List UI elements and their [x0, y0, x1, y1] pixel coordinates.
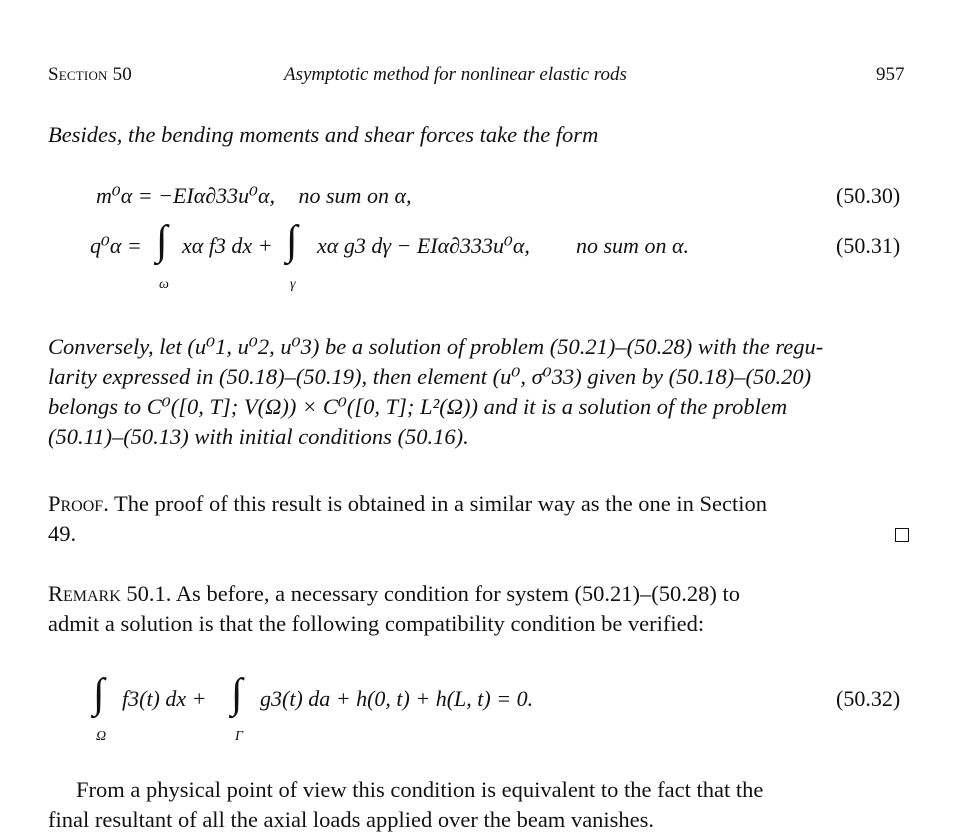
- integral-sign-Omega: ∫: [93, 671, 105, 717]
- integral-subscript-Omega: Ω: [96, 729, 107, 744]
- qed-box-icon: [895, 528, 909, 542]
- page-number: 957: [876, 64, 905, 85]
- section-label: Section 50: [48, 64, 132, 85]
- converse-line-3: belongs to C⁰([0, T]; V(Ω)) × C⁰([0, T]; L²(Ω)) and it is a solution of the problem: [48, 394, 788, 419]
- closing-line-1: From a physical point of view this condition is equivalent to the fact that the: [76, 777, 764, 802]
- proof-line-2: 49.: [48, 521, 77, 546]
- equation-50-30-number: (50.30): [836, 183, 901, 208]
- integral-sign-Gamma: ∫: [231, 671, 243, 717]
- equation-50-32-term2: g3(t) da + h(0, t) + h(L, t) = 0.: [260, 686, 534, 711]
- proof-line-1: The proof of this result is obtained in a similar way as the one in Section: [114, 491, 768, 516]
- equation-50-31-note: no sum on α.: [576, 233, 689, 258]
- running-title: Asymptotic method for nonlinear elastic rods: [284, 64, 627, 85]
- remark-label: Remark: [48, 581, 121, 606]
- proof-label: Proof.: [48, 491, 109, 516]
- integral-subscript-gamma: γ: [290, 277, 296, 292]
- remark-line-2: admit a solution is that the following compatibility condition be verified:: [48, 611, 705, 636]
- equation-50-32-term1: f3(t) dx +: [122, 686, 207, 711]
- remark-paragraph: [48, 579, 912, 639]
- integral-sign-gamma: ∫: [286, 218, 298, 264]
- equation-50-31-term1: xα f3 dx +: [182, 233, 273, 258]
- integral-subscript-omega: ω: [159, 277, 169, 292]
- proof-paragraph: [48, 489, 912, 549]
- equation-50-32-number: (50.32): [836, 686, 901, 711]
- equation-50-31-lhs: q⁰α =: [90, 233, 142, 258]
- integral-subscript-Gamma: Γ: [235, 729, 243, 744]
- equation-50-30: [96, 183, 412, 209]
- closing-line-2: final resultant of all the axial loads applied over the beam vanishes.: [48, 807, 655, 832]
- remark-line-1: As before, a necessary condition for system (50.21)–(50.28) to: [175, 581, 741, 606]
- converse-line-2: larity expressed in (50.18)–(50.19), then element (u⁰, σ⁰33) given by (50.18)–(50.20): [48, 364, 812, 389]
- converse-line-1: Conversely, let (u⁰1, u⁰2, u⁰3) be a solution of problem (50.21)–(50.28) with the regu-: [48, 334, 824, 359]
- equation-50-30-lhs: m⁰α = −EIα∂33u⁰α,: [96, 183, 275, 208]
- remark-number: 50.1.: [126, 581, 172, 606]
- equation-50-31-term2: xα g3 dγ − EIα∂333u⁰α,: [317, 233, 530, 258]
- integral-sign-omega: ∫: [156, 218, 168, 264]
- intro-text: Besides, the bending moments and shear forces take the form: [48, 122, 599, 147]
- equation-50-31-number: (50.31): [836, 233, 901, 258]
- closing-paragraph: [48, 775, 912, 835]
- equation-50-30-note: no sum on α,: [298, 183, 412, 208]
- converse-paragraph: [48, 332, 912, 452]
- converse-line-4: (50.11)–(50.13) with initial conditions (50.16).: [48, 424, 469, 449]
